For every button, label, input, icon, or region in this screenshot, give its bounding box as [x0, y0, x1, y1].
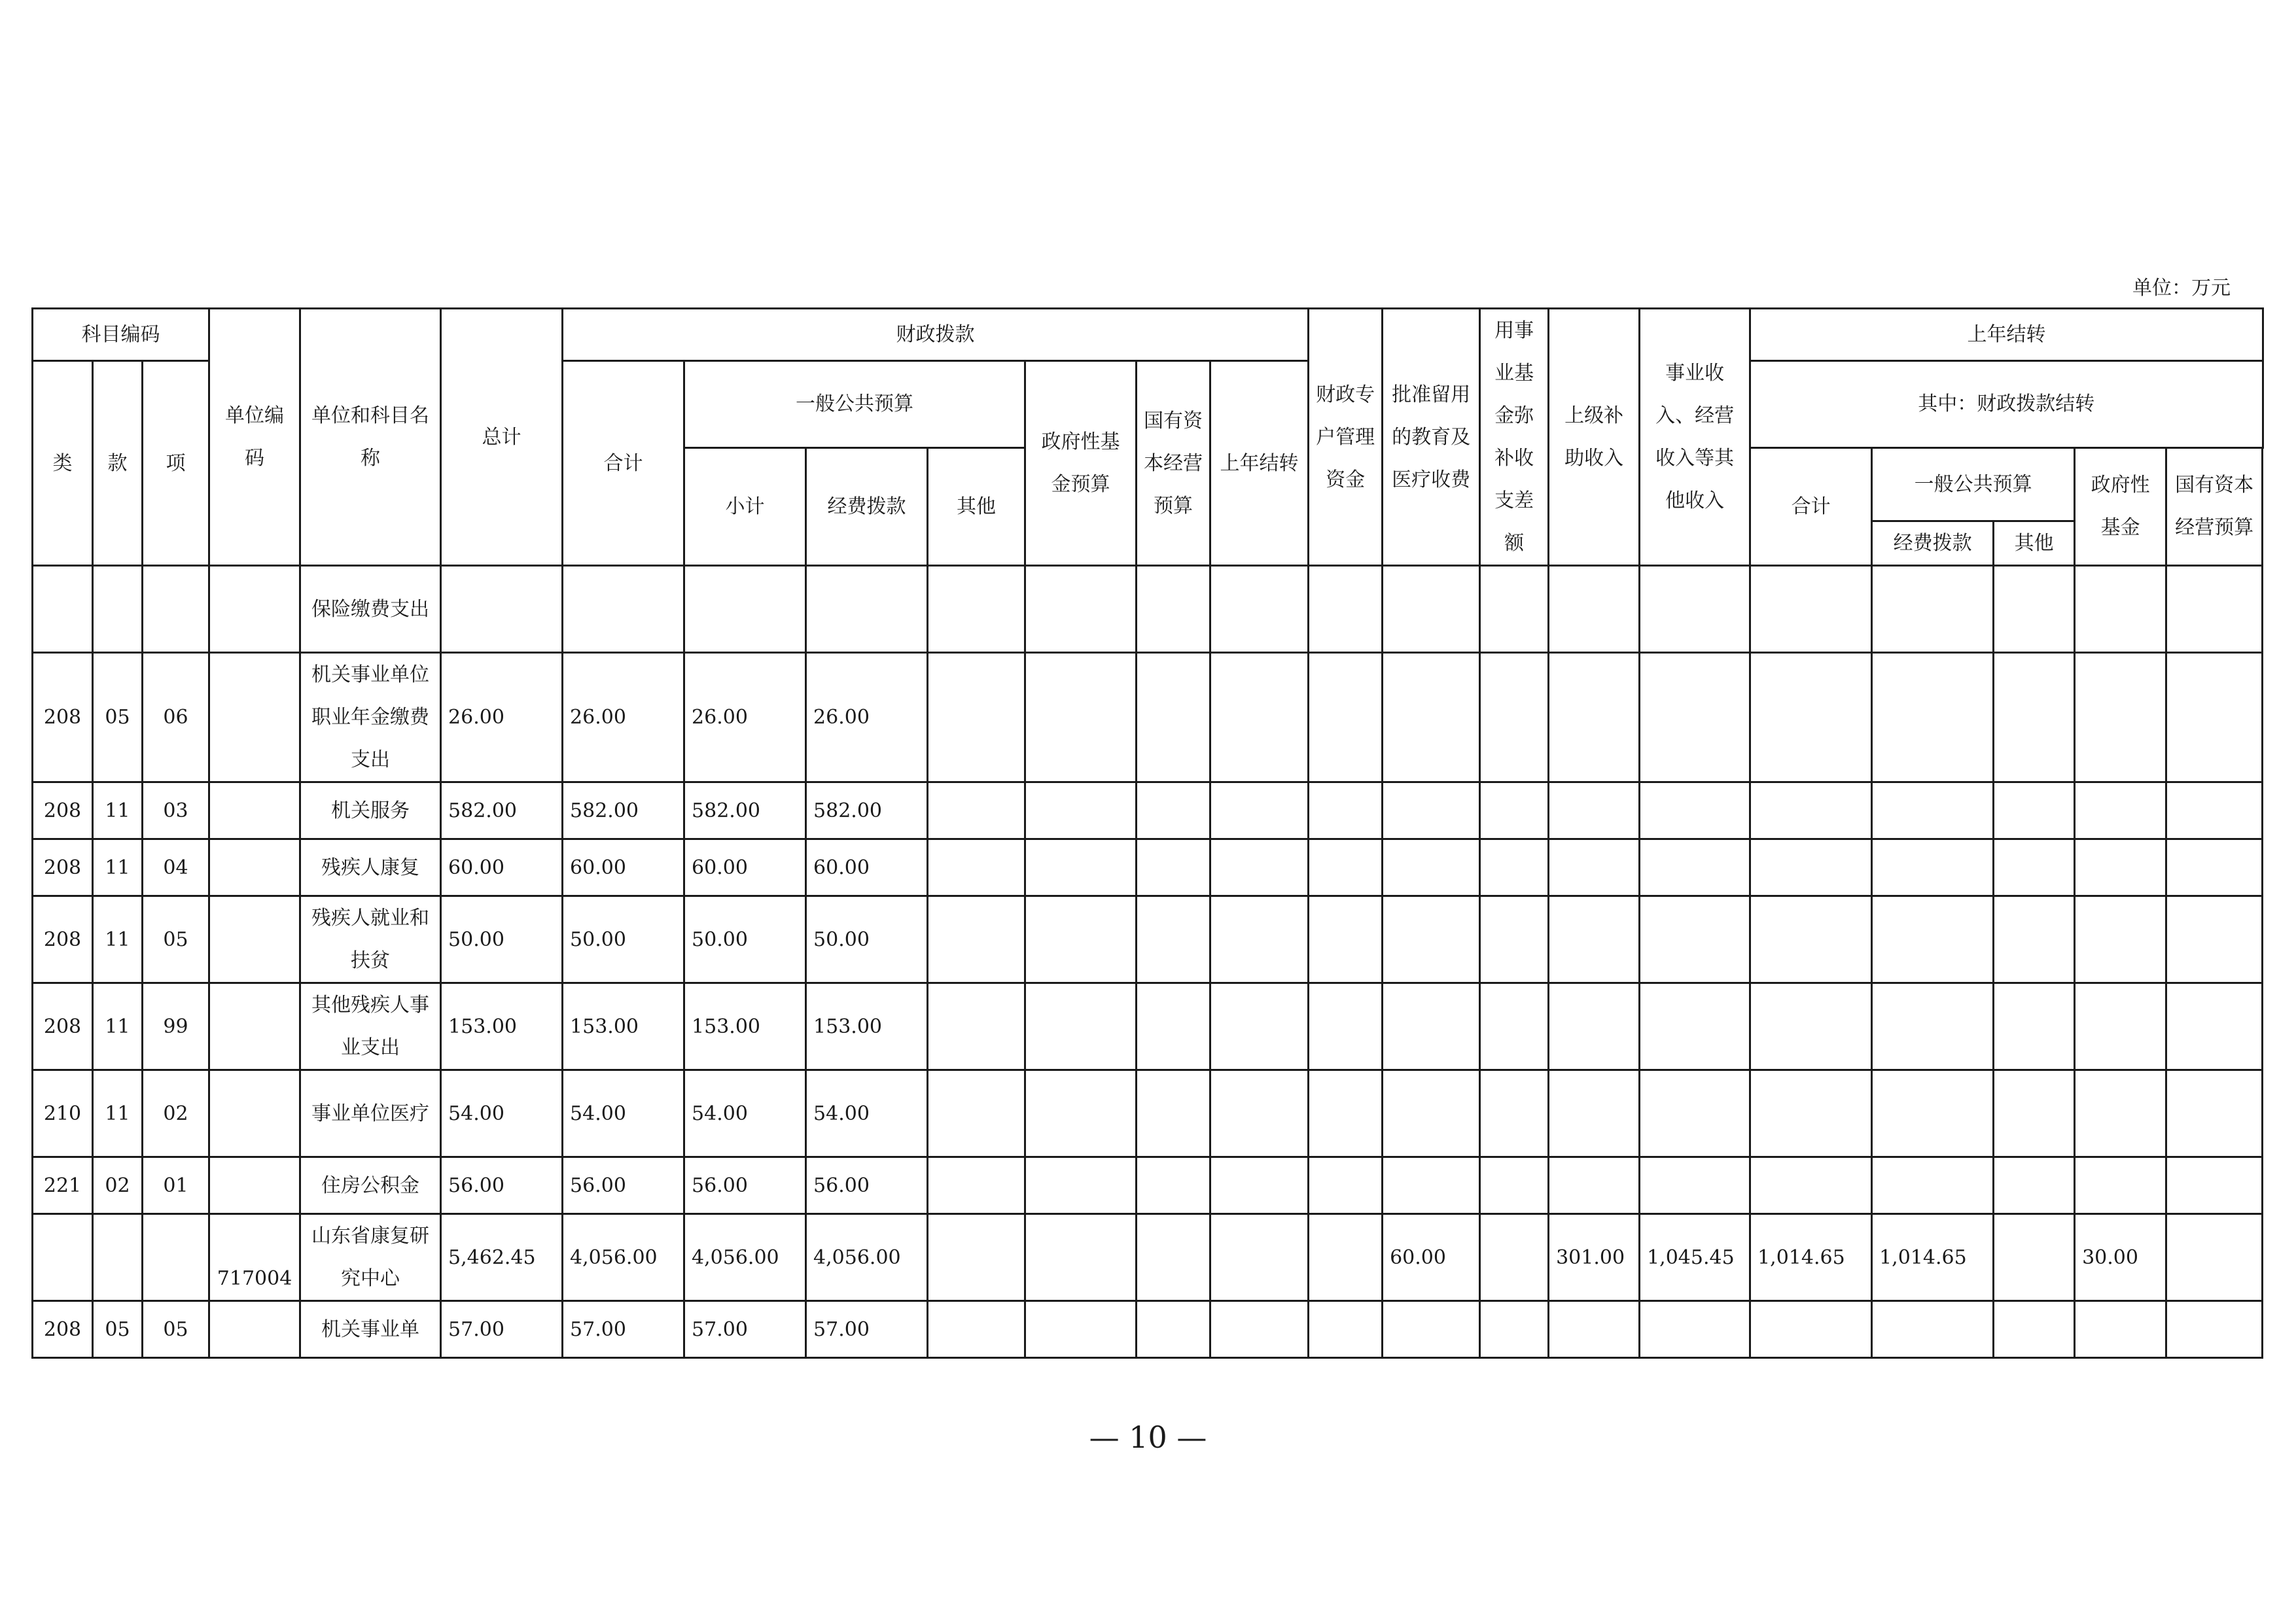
cell-kuan: 02 — [93, 1157, 143, 1214]
cell-fc-gov — [2075, 782, 2166, 839]
cell-subsidy — [1480, 653, 1549, 782]
cell-career — [1383, 1157, 1480, 1214]
cell-fiscal-total: 4,056.00 — [563, 1214, 684, 1301]
header-prev-carryover: 上年结转 — [1750, 309, 2263, 361]
cell-other — [928, 653, 1025, 782]
cell-fc-gov — [2075, 1301, 2166, 1358]
cell-fc-other — [1994, 1070, 2075, 1157]
cell-name: 机关服务 — [300, 782, 441, 839]
cell-edu — [1309, 1301, 1383, 1358]
cell-fc-gov — [2075, 1070, 2166, 1157]
cell-special-account — [1210, 566, 1309, 653]
cell-other — [928, 983, 1025, 1070]
cell-subtotal: 153.00 — [684, 983, 806, 1070]
cell-state-capital — [1137, 983, 1210, 1070]
header-special-account: 财政专户管理资金 — [1309, 309, 1383, 566]
cell-gov-fund — [1025, 1070, 1137, 1157]
cell-total: 582.00 — [441, 782, 563, 839]
cell-name: 保险缴费支出 — [300, 566, 441, 653]
cell-subtotal — [684, 566, 806, 653]
cell-fc-funding — [1872, 1157, 1994, 1214]
cell-kuan — [93, 566, 143, 653]
cell-carry — [1640, 566, 1750, 653]
cell-edu — [1309, 782, 1383, 839]
table-row — [33, 1070, 2263, 1157]
cell-total: 153.00 — [441, 983, 563, 1070]
cell-state-capital — [1137, 1157, 1210, 1214]
cell-business — [1549, 1301, 1640, 1358]
cell-funding: 56.00 — [806, 1157, 928, 1214]
cell-gov-fund — [1025, 1301, 1137, 1358]
cell-fiscal-total — [563, 566, 684, 653]
header-lei: 类 — [33, 361, 93, 566]
cell-fc-gov — [2075, 1157, 2166, 1214]
cell-fc-total — [1750, 653, 1872, 782]
cell-subtotal: 60.00 — [684, 839, 806, 896]
cell-fc-state — [2166, 1157, 2263, 1214]
cell-funding: 4,056.00 — [806, 1214, 928, 1301]
unit-label: 单位：万元 — [2132, 277, 2231, 300]
cell-lei: 210 — [33, 1070, 93, 1157]
header-fc-general: 一般公共预算 — [1872, 447, 2075, 521]
cell-name: 山东省康复研究中心 — [300, 1214, 441, 1301]
cell-subsidy — [1480, 983, 1549, 1070]
cell-unit-code — [209, 782, 300, 839]
cell-xiang: 05 — [143, 896, 209, 983]
cell-special-account — [1210, 839, 1309, 896]
cell-xiang: 05 — [143, 1301, 209, 1358]
header-fc-other: 其他 — [1994, 521, 2075, 566]
cell-other — [928, 896, 1025, 983]
cell-other — [928, 1301, 1025, 1358]
cell-subsidy — [1480, 1214, 1549, 1301]
cell-carry — [1640, 1157, 1750, 1214]
header-superior-subsidy: 上级补助收入 — [1549, 309, 1640, 566]
cell-funding: 153.00 — [806, 983, 928, 1070]
cell-other — [928, 782, 1025, 839]
cell-kuan: 11 — [93, 983, 143, 1070]
header-fiscal-allocation: 财政拨款 — [563, 309, 1309, 361]
cell-career — [1383, 566, 1480, 653]
cell-xiang — [143, 566, 209, 653]
cell-xiang: 99 — [143, 983, 209, 1070]
cell-lei: 208 — [33, 782, 93, 839]
cell-gov-fund — [1025, 983, 1137, 1070]
cell-special-account — [1210, 896, 1309, 983]
table-row — [33, 566, 2263, 653]
cell-career — [1383, 1070, 1480, 1157]
cell-carry: 1,045.45 — [1640, 1214, 1750, 1301]
cell-fc-state — [2166, 566, 2263, 653]
cell-career — [1383, 896, 1480, 983]
cell-other — [928, 1157, 1025, 1214]
cell-edu — [1309, 1157, 1383, 1214]
cell-state-capital — [1137, 896, 1210, 983]
cell-fiscal-total: 60.00 — [563, 839, 684, 896]
header-fiscal-total: 合计 — [563, 361, 684, 566]
cell-business — [1549, 1157, 1640, 1214]
cell-fc-total — [1750, 782, 1872, 839]
cell-lei: 208 — [33, 983, 93, 1070]
cell-xiang — [143, 1214, 209, 1301]
table-header — [33, 309, 2263, 566]
cell-name: 事业单位医疗 — [300, 1070, 441, 1157]
cell-lei: 208 — [33, 1301, 93, 1358]
cell-total: 26.00 — [441, 653, 563, 782]
cell-kuan: 11 — [93, 839, 143, 896]
cell-state-capital — [1137, 1214, 1210, 1301]
header-prev-carryover-col: 上年结转 — [1210, 361, 1309, 566]
header-general-budget: 一般公共预算 — [684, 361, 1025, 448]
cell-subsidy — [1480, 839, 1549, 896]
cell-career: 60.00 — [1383, 1214, 1480, 1301]
cell-business: 301.00 — [1549, 1214, 1640, 1301]
table-row — [33, 896, 2263, 983]
cell-unit-code — [209, 983, 300, 1070]
cell-carry — [1640, 653, 1750, 782]
cell-subsidy — [1480, 1070, 1549, 1157]
cell-subtotal: 4,056.00 — [684, 1214, 806, 1301]
cell-carry — [1640, 983, 1750, 1070]
cell-other — [928, 1214, 1025, 1301]
cell-fc-gov — [2075, 653, 2166, 782]
cell-fc-gov: 30.00 — [2075, 1214, 2166, 1301]
cell-fc-other — [1994, 1157, 2075, 1214]
cell-funding: 26.00 — [806, 653, 928, 782]
cell-gov-fund — [1025, 1214, 1137, 1301]
cell-total: 50.00 — [441, 896, 563, 983]
cell-special-account — [1210, 983, 1309, 1070]
cell-fc-funding — [1872, 839, 1994, 896]
cell-business — [1549, 782, 1640, 839]
cell-business — [1549, 653, 1640, 782]
cell-unit-code — [209, 566, 300, 653]
cell-subtotal: 54.00 — [684, 1070, 806, 1157]
cell-carry — [1640, 839, 1750, 896]
cell-fc-state — [2166, 896, 2263, 983]
cell-total: 56.00 — [441, 1157, 563, 1214]
cell-special-account — [1210, 1214, 1309, 1301]
cell-unit-code — [209, 896, 300, 983]
cell-special-account — [1210, 1157, 1309, 1214]
cell-subtotal: 57.00 — [684, 1301, 806, 1358]
cell-gov-fund — [1025, 896, 1137, 983]
cell-total: 57.00 — [441, 1301, 563, 1358]
cell-business — [1549, 896, 1640, 983]
cell-special-account — [1210, 1070, 1309, 1157]
cell-other — [928, 566, 1025, 653]
cell-funding: 57.00 — [806, 1301, 928, 1358]
header-fc-gov-fund: 政府性基金 — [2075, 447, 2166, 566]
cell-subsidy — [1480, 1157, 1549, 1214]
cell-name: 机关事业单位职业年金缴费支出 — [300, 653, 441, 782]
header-career-fund: 用事业基金弥补收支差额 — [1480, 309, 1549, 566]
cell-fc-other — [1994, 1214, 2075, 1301]
cell-business — [1549, 839, 1640, 896]
header-fiscal-carryover: 其中：财政拨款结转 — [1750, 361, 2263, 448]
cell-xiang: 03 — [143, 782, 209, 839]
cell-fc-state — [2166, 1301, 2263, 1358]
cell-fc-state — [2166, 839, 2263, 896]
cell-fiscal-total: 56.00 — [563, 1157, 684, 1214]
cell-name: 残疾人就业和扶贫 — [300, 896, 441, 983]
cell-subtotal: 50.00 — [684, 896, 806, 983]
cell-fc-other — [1994, 839, 2075, 896]
cell-fc-funding: 1,014.65 — [1872, 1214, 1994, 1301]
cell-fiscal-total: 54.00 — [563, 1070, 684, 1157]
table-row — [33, 839, 2263, 896]
cell-fc-gov — [2075, 896, 2166, 983]
cell-fc-gov — [2075, 566, 2166, 653]
header-subject-code: 科目编码 — [33, 309, 209, 361]
cell-business — [1549, 1070, 1640, 1157]
cell-fc-other — [1994, 782, 2075, 839]
cell-subtotal: 26.00 — [684, 653, 806, 782]
cell-xiang: 01 — [143, 1157, 209, 1214]
cell-fc-total — [1750, 1157, 1872, 1214]
cell-funding: 582.00 — [806, 782, 928, 839]
header-funding: 经费拨款 — [806, 447, 928, 566]
cell-business — [1549, 566, 1640, 653]
cell-edu — [1309, 653, 1383, 782]
cell-career — [1383, 653, 1480, 782]
table-row — [33, 1157, 2263, 1214]
cell-unit-code — [209, 1157, 300, 1214]
cell-fc-funding — [1872, 896, 1994, 983]
cell-other — [928, 1070, 1025, 1157]
cell-fc-other — [1994, 566, 2075, 653]
header-total: 总计 — [441, 309, 563, 566]
cell-gov-fund — [1025, 1157, 1137, 1214]
header-business-income: 事业收入、经营收入等其他收入 — [1640, 309, 1750, 566]
cell-gov-fund — [1025, 782, 1137, 839]
cell-lei: 221 — [33, 1157, 93, 1214]
cell-unit-code — [209, 653, 300, 782]
cell-fc-other — [1994, 896, 2075, 983]
cell-state-capital — [1137, 1070, 1210, 1157]
cell-business — [1549, 983, 1640, 1070]
cell-special-account — [1210, 1301, 1309, 1358]
header-unit-name: 单位和科目名称 — [300, 309, 441, 566]
cell-edu — [1309, 839, 1383, 896]
cell-fiscal-total: 153.00 — [563, 983, 684, 1070]
cell-fiscal-total: 57.00 — [563, 1301, 684, 1358]
cell-fc-total — [1750, 1301, 1872, 1358]
header-edu-medical: 批准留用的教育及医疗收费 — [1383, 309, 1480, 566]
cell-fiscal-total: 50.00 — [563, 896, 684, 983]
cell-subsidy — [1480, 896, 1549, 983]
cell-fc-total: 1,014.65 — [1750, 1214, 1872, 1301]
header-fc-state-capital: 国有资本经营预算 — [2166, 447, 2263, 566]
cell-fc-state — [2166, 1070, 2263, 1157]
header-subtotal: 小计 — [684, 447, 806, 566]
cell-state-capital — [1137, 839, 1210, 896]
cell-kuan: 11 — [93, 782, 143, 839]
cell-career — [1383, 782, 1480, 839]
cell-name: 残疾人康复 — [300, 839, 441, 896]
cell-name: 机关事业单 — [300, 1301, 441, 1358]
cell-edu — [1309, 566, 1383, 653]
cell-subtotal: 56.00 — [684, 1157, 806, 1214]
cell-xiang: 04 — [143, 839, 209, 896]
table-row — [33, 983, 2263, 1070]
cell-funding: 50.00 — [806, 896, 928, 983]
cell-kuan — [93, 1214, 143, 1301]
cell-fc-other — [1994, 983, 2075, 1070]
cell-unit-code — [209, 1070, 300, 1157]
header-unit-code: 单位编码 — [209, 309, 300, 566]
cell-fc-funding — [1872, 653, 1994, 782]
cell-unit-code — [209, 839, 300, 896]
header-kuan: 款 — [93, 361, 143, 566]
cell-xiang: 06 — [143, 653, 209, 782]
cell-fc-total — [1750, 983, 1872, 1070]
header-state-capital: 国有资本经营预算 — [1137, 361, 1210, 566]
cell-fc-state — [2166, 1214, 2263, 1301]
cell-fc-total — [1750, 896, 1872, 983]
table-row — [33, 782, 2263, 839]
cell-fc-state — [2166, 782, 2263, 839]
table-row — [33, 653, 2263, 782]
page-number: — 10 — — [1089, 1420, 1207, 1455]
cell-fc-state — [2166, 653, 2263, 782]
cell-gov-fund — [1025, 839, 1137, 896]
cell-fc-gov — [2075, 983, 2166, 1070]
cell-fc-other — [1994, 1301, 2075, 1358]
budget-table — [31, 307, 2264, 1359]
cell-lei: 208 — [33, 896, 93, 983]
cell-carry — [1640, 1301, 1750, 1358]
cell-lei — [33, 566, 93, 653]
cell-fc-gov — [2075, 839, 2166, 896]
cell-kuan: 05 — [93, 1301, 143, 1358]
cell-kuan: 11 — [93, 896, 143, 983]
cell-subsidy — [1480, 566, 1549, 653]
cell-fc-funding — [1872, 782, 1994, 839]
cell-fc-total — [1750, 566, 1872, 653]
cell-state-capital — [1137, 782, 1210, 839]
cell-funding: 54.00 — [806, 1070, 928, 1157]
table-row — [33, 1301, 2263, 1358]
cell-funding: 60.00 — [806, 839, 928, 896]
cell-gov-fund — [1025, 653, 1137, 782]
cell-special-account — [1210, 782, 1309, 839]
cell-fc-other — [1994, 653, 2075, 782]
cell-gov-fund — [1025, 566, 1137, 653]
cell-carry — [1640, 782, 1750, 839]
cell-total — [441, 566, 563, 653]
cell-fc-funding — [1872, 1301, 1994, 1358]
header-other: 其他 — [928, 447, 1025, 566]
cell-lei: 208 — [33, 653, 93, 782]
cell-carry — [1640, 896, 1750, 983]
cell-lei: 208 — [33, 839, 93, 896]
header-fc-total: 合计 — [1750, 447, 1872, 566]
cell-edu — [1309, 896, 1383, 983]
cell-total: 54.00 — [441, 1070, 563, 1157]
cell-fc-funding — [1872, 566, 1994, 653]
cell-state-capital — [1137, 566, 1210, 653]
cell-funding — [806, 566, 928, 653]
cell-unit-code: 717004 — [209, 1214, 300, 1301]
cell-fiscal-total: 582.00 — [563, 782, 684, 839]
cell-fc-total — [1750, 1070, 1872, 1157]
cell-state-capital — [1137, 1301, 1210, 1358]
cell-subtotal: 582.00 — [684, 782, 806, 839]
cell-edu — [1309, 1214, 1383, 1301]
header-gov-fund: 政府性基金预算 — [1025, 361, 1137, 566]
cell-unit-code — [209, 1301, 300, 1358]
cell-fc-funding — [1872, 1070, 1994, 1157]
cell-subsidy — [1480, 1301, 1549, 1358]
cell-lei — [33, 1214, 93, 1301]
cell-fc-funding — [1872, 983, 1994, 1070]
table-body — [33, 566, 2263, 1358]
header-fc-funding: 经费拨款 — [1872, 521, 1994, 566]
cell-edu — [1309, 1070, 1383, 1157]
cell-state-capital — [1137, 653, 1210, 782]
cell-career — [1383, 839, 1480, 896]
cell-career — [1383, 1301, 1480, 1358]
cell-fc-state — [2166, 983, 2263, 1070]
cell-subsidy — [1480, 782, 1549, 839]
cell-total: 60.00 — [441, 839, 563, 896]
cell-fc-total — [1750, 839, 1872, 896]
header-xiang: 项 — [143, 361, 209, 566]
cell-xiang: 02 — [143, 1070, 209, 1157]
cell-name: 其他残疾人事业支出 — [300, 983, 441, 1070]
cell-edu — [1309, 983, 1383, 1070]
cell-special-account — [1210, 653, 1309, 782]
cell-kuan: 05 — [93, 653, 143, 782]
cell-other — [928, 839, 1025, 896]
cell-name: 住房公积金 — [300, 1157, 441, 1214]
cell-total: 5,462.45 — [441, 1214, 563, 1301]
table-row — [33, 1214, 2263, 1301]
cell-kuan: 11 — [93, 1070, 143, 1157]
cell-career — [1383, 983, 1480, 1070]
cell-carry — [1640, 1070, 1750, 1157]
cell-fiscal-total: 26.00 — [563, 653, 684, 782]
